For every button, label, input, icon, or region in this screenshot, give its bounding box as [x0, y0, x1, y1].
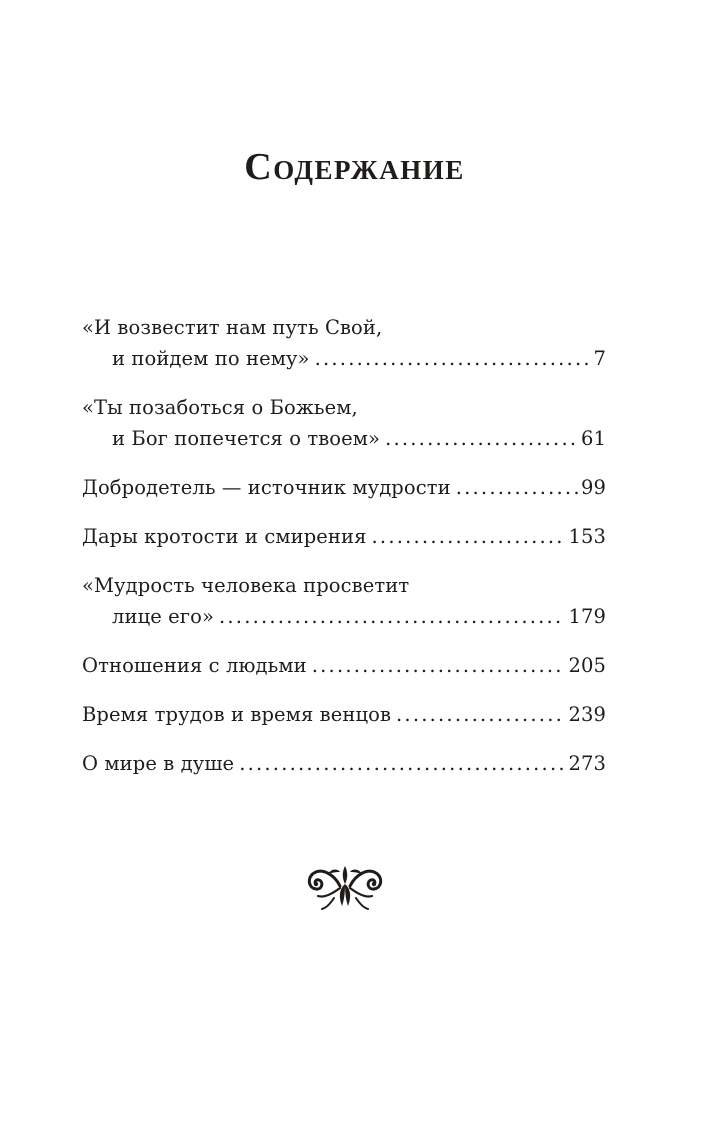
toc-entry-title-line: «Ты позаботься о Божьем, — [82, 396, 358, 419]
toc-entry-title-line: и пойдем по нему» — [112, 347, 310, 370]
dot-leader — [372, 521, 566, 552]
toc-entry-title-line: Дары кротости и смирения — [82, 525, 367, 548]
dot-leader — [219, 601, 565, 632]
dot-leader — [396, 699, 565, 730]
toc-entry[interactable] — [82, 521, 606, 552]
toc-entry-title-line: «Мудрость человека просветит — [82, 574, 410, 597]
page-title: Содержание — [244, 146, 465, 188]
toc-entry-title-line: Отношения с людьми — [82, 654, 307, 677]
toc-page-number: 273 — [568, 752, 606, 775]
toc-entry-title-line: «И возвестит нам путь Свой, — [82, 316, 383, 339]
toc-page-number: 153 — [568, 525, 606, 548]
toc-page-number: 179 — [568, 605, 606, 628]
toc-entry-title-line: О мире в душе — [82, 752, 235, 775]
table-of-contents — [82, 312, 606, 779]
toc-page-number: 239 — [568, 703, 606, 726]
toc-entry-title-line: и Бог попечется о твоем» — [112, 427, 381, 450]
toc-entry[interactable] — [82, 570, 606, 632]
dot-leader — [239, 748, 565, 779]
floral-vignette-icon — [304, 860, 386, 912]
dot-leader — [456, 472, 578, 503]
toc-page-number: 7 — [593, 347, 606, 370]
toc-entry[interactable] — [82, 392, 606, 454]
toc-entry[interactable] — [82, 699, 606, 730]
toc-entry[interactable] — [82, 312, 606, 374]
dot-leader — [385, 423, 578, 454]
toc-entry[interactable] — [82, 748, 606, 779]
dot-leader — [315, 343, 591, 374]
toc-entry-title-line: Добродетель — источник мудрости — [82, 476, 451, 499]
dot-leader — [312, 650, 566, 681]
toc-entry-title-line: лице его» — [112, 605, 214, 628]
toc-entry-title-line: Время трудов и время венцов — [82, 703, 392, 726]
toc-page-number: 61 — [580, 427, 606, 450]
toc-page-number: 99 — [580, 476, 606, 499]
toc-page-number: 205 — [568, 654, 606, 677]
toc-entry[interactable] — [82, 472, 606, 503]
toc-entry[interactable] — [82, 650, 606, 681]
